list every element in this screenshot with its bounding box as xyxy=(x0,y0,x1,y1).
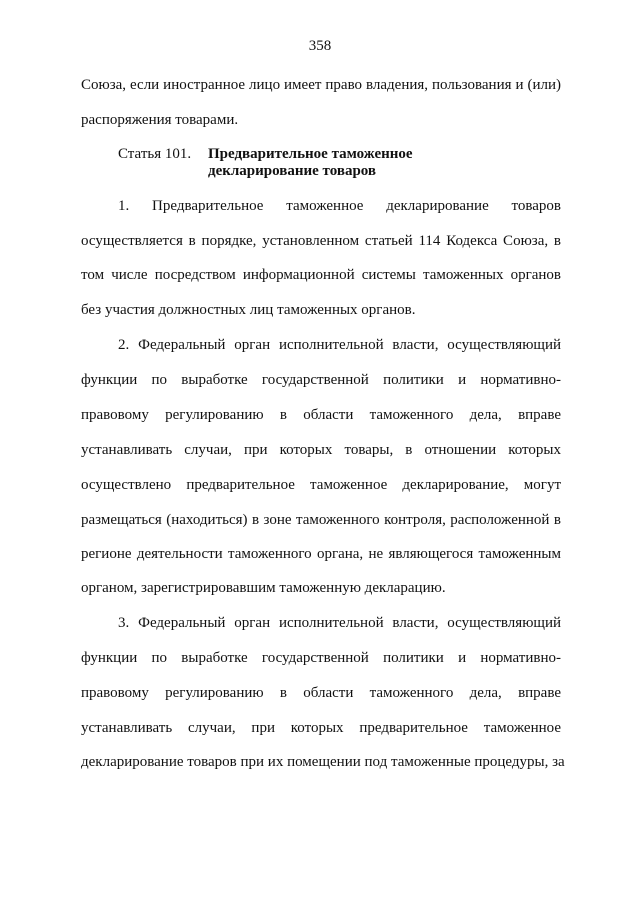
article-title-line-1: Предварительное таможенное xyxy=(208,146,413,162)
article-label: Статья 101. xyxy=(118,146,192,162)
paragraph-2-line: правовому регулированию в области таможенного дела, вправе xyxy=(81,407,561,423)
paragraph-2-line: 2. Федеральный орган исполнительной власти, осуществляющий xyxy=(118,337,561,353)
paragraph-2-line: функции по выработке государственной политики и нормативно- xyxy=(81,372,561,388)
intro-line-2: распоряжения товарами. xyxy=(81,112,239,128)
page-number: 358 xyxy=(308,38,332,54)
paragraph-2-line: органом, зарегистрировавшим таможенную декларацию. xyxy=(81,580,446,596)
paragraph-1-line: 1. Предварительное таможенное декларирование товаров xyxy=(118,198,561,214)
article-title-line-2: декларирование товаров xyxy=(208,163,377,179)
paragraph-2-line: размещаться (находиться) в зоне таможенного контроля, расположенной в xyxy=(81,512,561,528)
paragraph-1-line: осуществляется в порядке, установленном статьей 114 Кодекса Союза, в xyxy=(81,233,561,249)
paragraph-3-line: 3. Федеральный орган исполнительной власти, осуществляющий xyxy=(118,615,561,631)
paragraph-1-line: том числе посредством информационной системы таможенных органов xyxy=(81,267,561,283)
paragraph-3-line: правовому регулированию в области таможенного дела, вправе xyxy=(81,685,561,701)
paragraph-2-line: осуществлено предварительное таможенное декларирование, могут xyxy=(81,477,561,493)
paragraph-3-line: функции по выработке государственной политики и нормативно- xyxy=(81,650,561,666)
intro-line-1: Союза, если иностранное лицо имеет право владения, пользования и (или) xyxy=(81,77,561,93)
paragraph-3-line: декларирование товаров при их помещении под таможенные процедуры, за xyxy=(81,754,565,770)
article-title xyxy=(208,146,508,180)
paragraph-2-line: регионе деятельности таможенного органа, не являющегося таможенным xyxy=(81,546,561,562)
paragraph-2-line: устанавливать случаи, при которых товары, в отношении которых xyxy=(81,442,561,458)
paragraph-3-line: устанавливать случаи, при которых предварительное таможенное xyxy=(81,720,561,736)
paragraph-1-line: без участия должностных лиц таможенных органов. xyxy=(81,302,416,318)
